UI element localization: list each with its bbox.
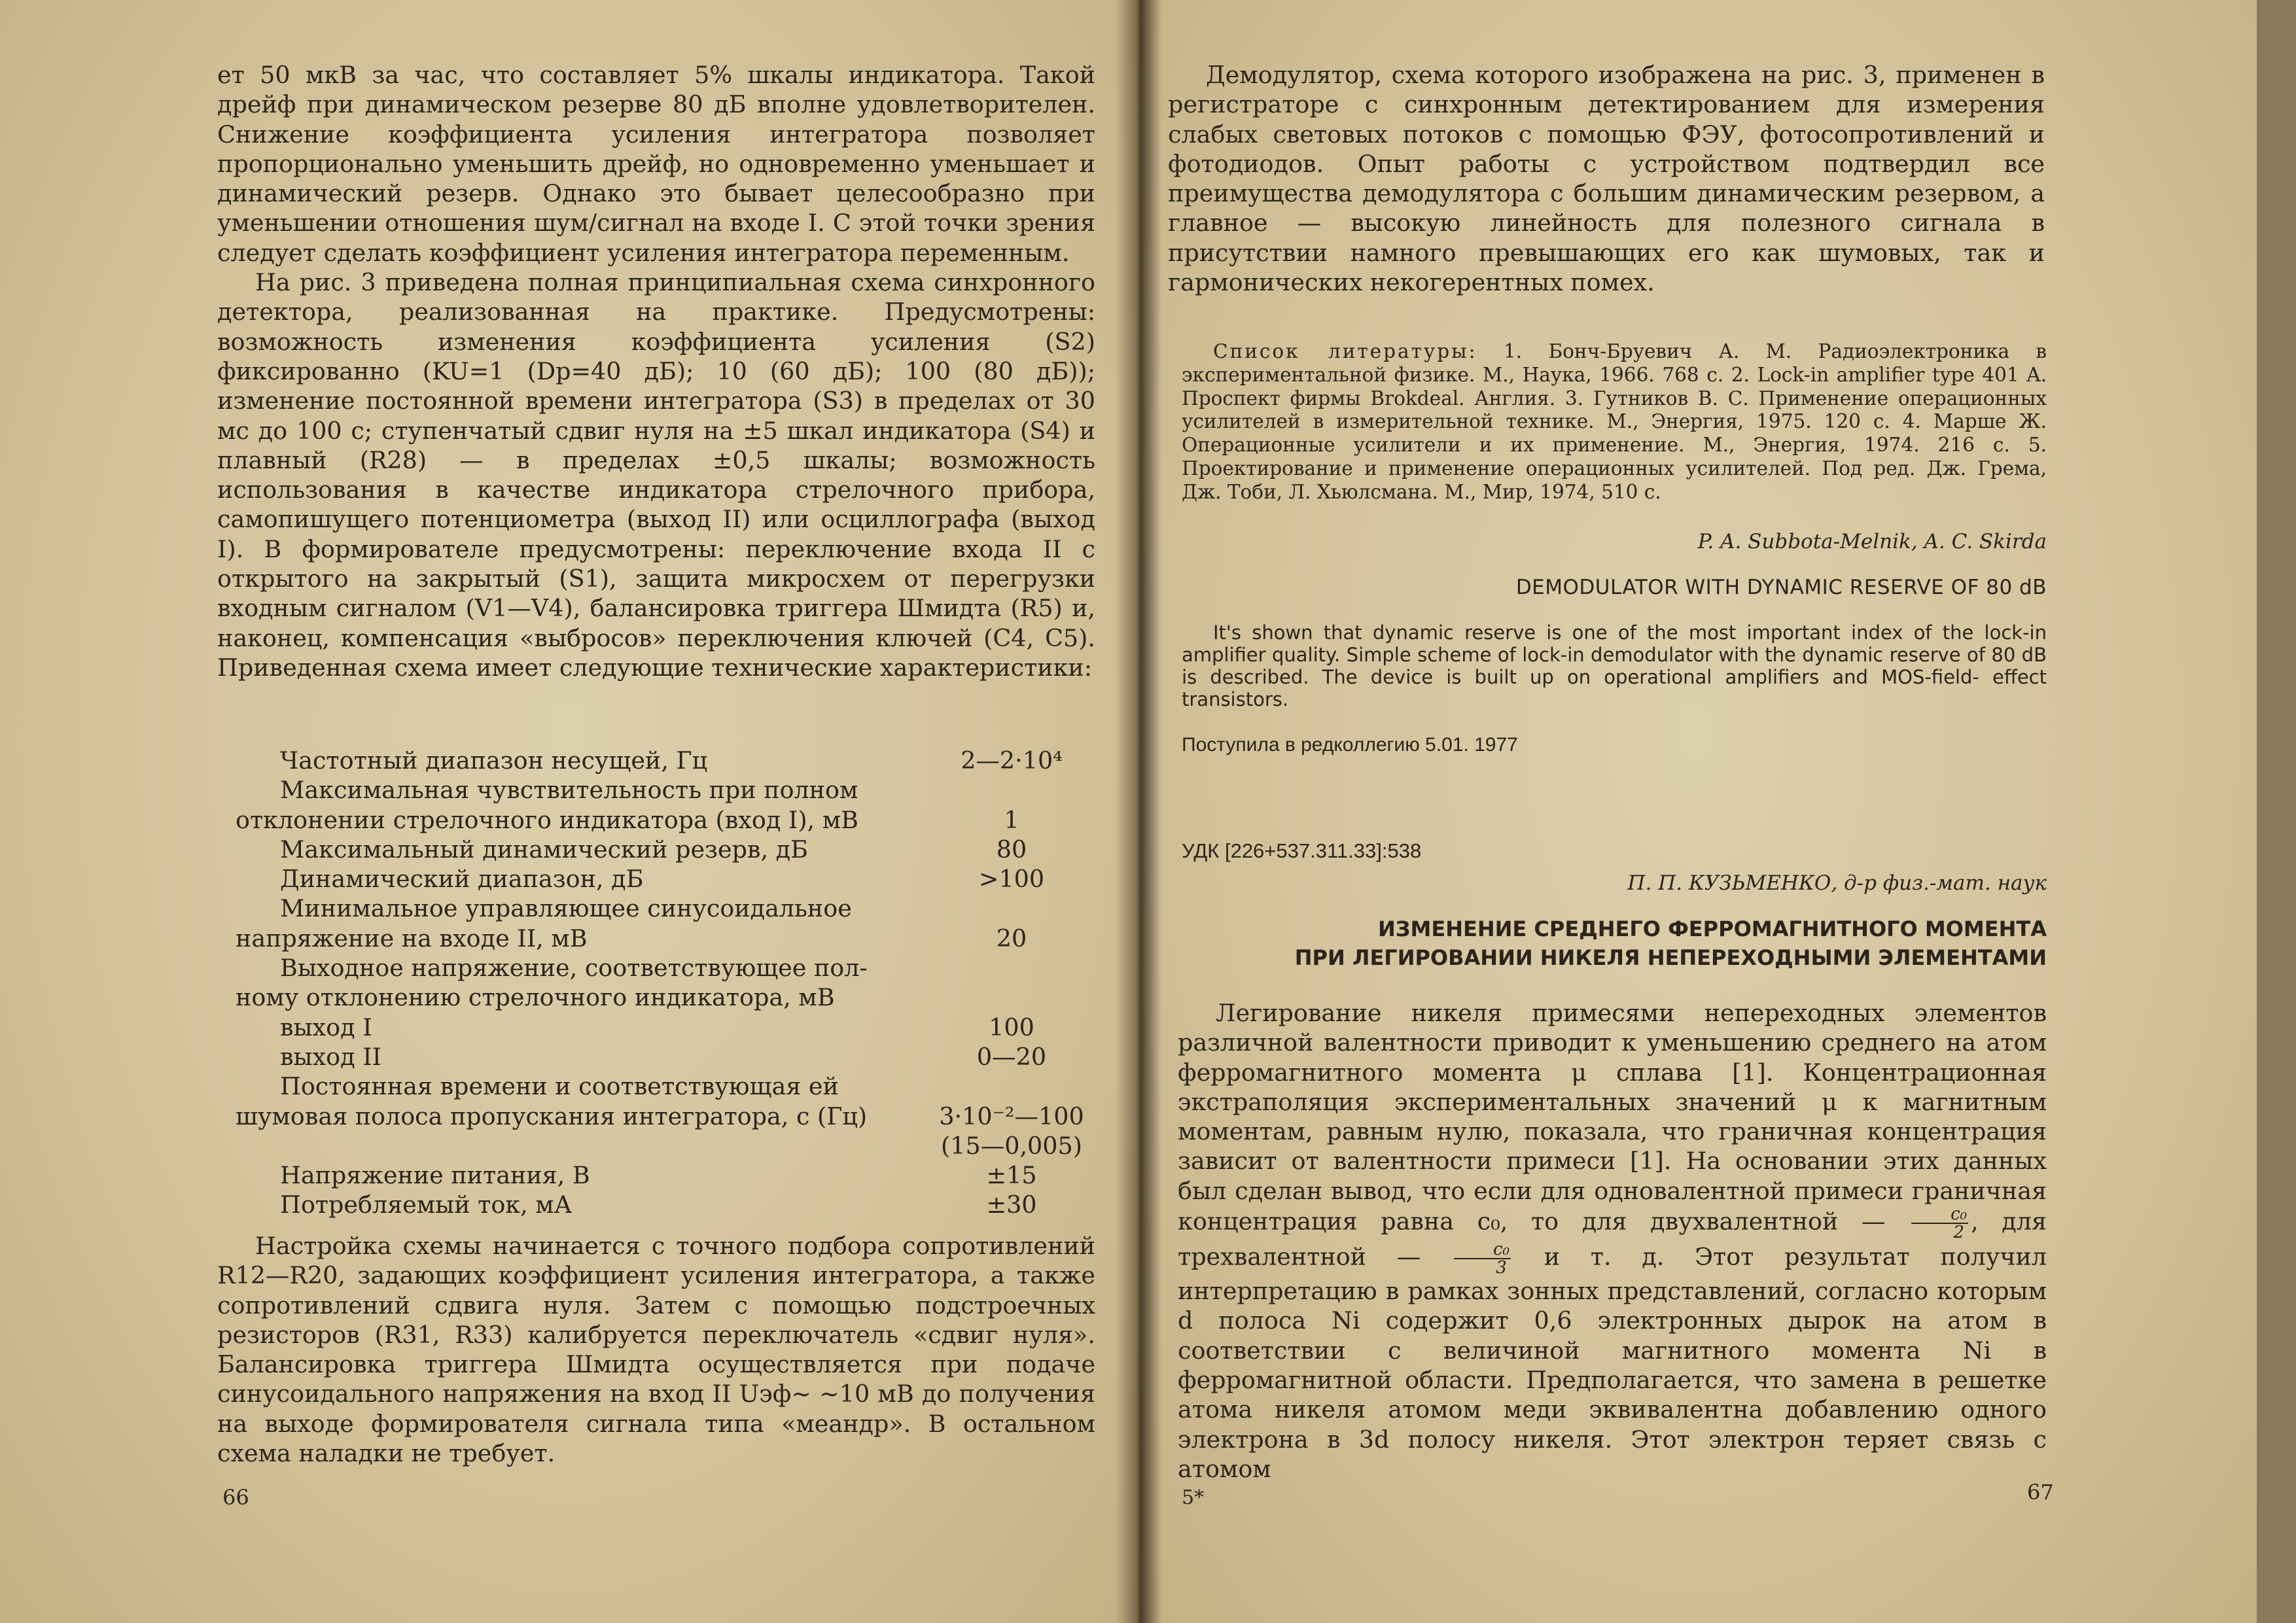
russian-title [1182,915,2047,972]
right-body-top [1168,60,2045,297]
spec-value: 1 [1004,805,1019,834]
right-paragraph-2 [1178,998,2047,1484]
left-page [0,0,1135,1623]
page-number-right: 67 [2027,1480,2054,1505]
spec-label: Минимальное управляющее синусоидальное [280,894,852,923]
spec-row [236,835,1097,864]
spec-row [236,1042,1097,1072]
spec-label: выход I [280,1013,372,1041]
references [1182,340,2047,504]
spec-row [236,1072,1097,1101]
book-gutter [1116,0,1161,1623]
left-body-top [217,60,1095,682]
left-paragraph-2: На рис. 3 приведена полная принципиальная схема синхронного детектора, реализованная на практике. Предусмотрены: возможность изменения коэффициента усиления (S2) фиксированно (KU=1 (Dp=40 дБ); 10 (60 дБ); 100 (80 дБ)); изменение постоянной времени интегратора (S3) в пределах от 30 мс до 100 с; ступенчатый сдвиг нуля на ±5 шкал индикатора (S4) и плавный (R28) — в пределах ±0,5 шкалы; возможность использования в качестве индикатора стрелочного прибора, самопишущего потенциометра (выход II) или осциллографа (выход I). В формирователе предусмотрены: переключение входа II с открытого на закрытый (S1), защита микросхем от перегрузки входным сигналом (V1—V4), балансировка триггера Шмидта (R5) и, наконец, компенсация «выбросов» переключения ключей (C4, C5). Приведенная схема имеет следующие технические характеристики: [217,268,1095,682]
spec-label: напряжение на входе II, мВ [236,924,588,952]
russian-author: П. П. КУЗЬМЕНКО, д-р физ.-мат. наук [1627,871,2047,895]
left-body-bottom [217,1231,1095,1468]
abstract-text: It's shown that dynamic reserve is one of the most important index of the lock-in amplifier quality. Simple scheme of lock-in demodulator with the dynamic reserve of 80 dB is described. The device is built up on operational amplifiers and MOS-field- effect transistors. [1182,621,2047,710]
spec-row [236,1161,1097,1190]
right-paragraph-1: Демодулятор, схема которого изображена на рис. 3, применен в регистраторе с синхронным детектированием для измерения слабых световых потоков с помощью ФЭУ, фотосопротивлений и фотодиодов. Опыт работы с устройством подтвердил все преимущества демодулятора с большим динамическим резервом, а главное — высокую линейность для полезного сигнала в присутствии намного превышающих его как шумовых, так и гармонических некогерентных помех. [1168,61,2045,297]
left-paragraph-3: Настройка схемы начинается с точного подбора сопротивлений R12—R20, задающих коэффициент усиления интегратора, а также сопротивлений сдвига нуля. Затем с помощью подстроечных резисторов (R31, R33) калибруется переключатель «сдвиг нуля». Балансировка триггера Шмидта осуществляется при подаче синусоидального напряжения на вход II Uэф~ ~10 мВ до получения на выходе формирователя сигнала типа «меандр». В остальном схема наладки не требует. [217,1232,1095,1468]
spec-value: ±15 [986,1161,1037,1190]
fraction-2-numerator: c₀ [1454,1241,1511,1259]
spec-label: Постоянная времени и соответствующая ей [280,1072,839,1101]
russian-title-line-2: ПРИ ЛЕГИРОВАНИИ НИКЕЛЯ НЕПЕРЕХОДНЫМИ ЭЛЕМЕНТАМИ [1294,945,2047,970]
spec-row [236,864,1097,894]
spec-value: 2—2·10⁴ [961,746,1063,775]
spec-value: 100 [989,1013,1034,1041]
spec-row [236,1190,1097,1219]
spec-row [236,1013,1097,1042]
spec-label: Максимальный динамический резерв, дБ [280,835,808,864]
spec-value: 20 [996,924,1027,952]
references-body: 1. Бонч-Бруевич А. М. Радиоэлектроника в экспериментальной физике. М., Наука, 1966. 768 с. 2. Lock-in amplifier type 401 A. Проспект фирмы Brokdeal. Англия. 3. Гутников В. С. Применение операционных усилителей в измерительной технике. М., Энергия, 1975. 120 с. 4. Марше Ж. Операционные усилители и их применение. М., Энергия, 1974. 216 с. 5. Проектирование и применение операционных усилителей. Под ред. Дж. Грема, Дж. Тоби, Л. Хьюлсмана. М., Мир, 1974, 510 с. [1182,340,2047,503]
russian-title-line-1: ИЗМЕНЕНИЕ СРЕДНЕГО ФЕРРОМАГНИТНОГО МОМЕНТА [1377,916,2047,941]
spec-value: 0—20 [976,1042,1047,1071]
left-paragraph-1: ет 50 мкВ за час, что составляет 5% шкалы индикатора. Такой дрейф при динамическом резерве 80 дБ вполне удовлетворителен. Снижение коэффициента усиления интегратора позволяет пропорционально уменьшить дрейф, но одновременно уменьшает и динамический резерв. Однако это бывает целесообразно при уменьшении отношения шум/сигнал на входе I. С этой точки зрения следует сделать коэффициент усиления интегратора переменным. [217,61,1095,267]
main-text-part-1: Легирование никеля примесями непереходных элементов различной валентности приводит к уменьшению среднего на атом ферромагнитного момента μ сплава [1]. Концентрационная экстраполяция экспериментальных значений μ к магнитным моментам, равным нулю, показала, что граничная концентрация зависит от валентности примеси [1]. На основании этих данных был сделан вывод, что если для одновалентной примеси граничная концентрация равна c₀, то для двухвалентной — [1178,999,2047,1236]
references-heading: Список литературы: [1213,340,1477,362]
english-abstract [1182,621,2047,710]
main-text-part-2: , для трехвалентной — [1178,1207,2047,1271]
spec-row [236,953,1097,983]
received-date: Поступила в редколлегию 5.01. 1977 [1182,734,1518,756]
signature-mark: 5* [1182,1486,1205,1509]
main-text-part-3: и т. д. Этот результат получил интерпретацию в рамках зонных представлений, согласно которым d полоса Ni содержит 0,6 электронных дырок на атом в соответствии с величиной магнитного момента Ni в ферромагнитной области. Предполагается, что замена в решетке атома никеля атомом меди эквивалентна добавлению одного электрона в 3d полосу никеля. Этот электрон теряет связь с атомом [1178,1242,2047,1483]
spec-table [236,746,1097,1220]
spec-label: шумовая полоса пропускания интегратора, с (Гц) [236,1102,868,1130]
spec-label: отклонении стрелочного индикатора (вход I), мВ [236,805,858,834]
english-authors: P. A. Subbota-Melnik, A. C. Skirda [1697,530,2047,553]
right-body-main [1178,998,2047,1484]
spec-row [236,983,1097,1012]
spec-label: Динамический диапазон, дБ [280,865,644,894]
page-number-left: 66 [222,1485,249,1510]
fraction-c0-over-2 [1911,1206,1968,1241]
spec-row [236,746,1097,775]
spec-label: выход II [280,1042,382,1071]
spec-row [236,775,1097,805]
spec-row [236,1131,1097,1161]
spec-label: Потребляемый ток, мА [280,1191,573,1219]
english-title: DEMODULATOR WITH DYNAMIC RESERVE OF 80 dB [1515,576,2047,599]
spec-value: 3·10⁻²—100 [939,1102,1084,1130]
spec-label: ному отклонению стрелочного индикатора, мВ [236,983,835,1012]
spec-value: 80 [996,835,1027,864]
spec-label: Частотный диапазон несущей, Гц [280,746,708,775]
spec-row [236,924,1097,953]
fraction-1-denominator: 2 [1953,1223,1964,1243]
spec-value: (15—0,005) [941,1131,1082,1160]
udk-code: УДК [226+537.311.33]:538 [1182,839,1422,862]
spec-label: Напряжение питания, В [280,1161,590,1190]
fraction-1-numerator: c₀ [1911,1206,1968,1224]
spec-value: >100 [978,865,1045,894]
page-edge [2257,0,2296,1623]
spec-label: Выходное напряжение, соответствующее пол- [280,954,868,983]
spec-row [236,1102,1097,1131]
spec-value: ±30 [986,1191,1037,1219]
spec-label [236,1131,903,1161]
spec-label: Максимальная чувствительность при полном [280,776,858,805]
fraction-c0-over-3 [1454,1241,1511,1276]
spec-row [236,805,1097,835]
spec-row [236,894,1097,923]
fraction-2-denominator: 3 [1496,1258,1507,1278]
